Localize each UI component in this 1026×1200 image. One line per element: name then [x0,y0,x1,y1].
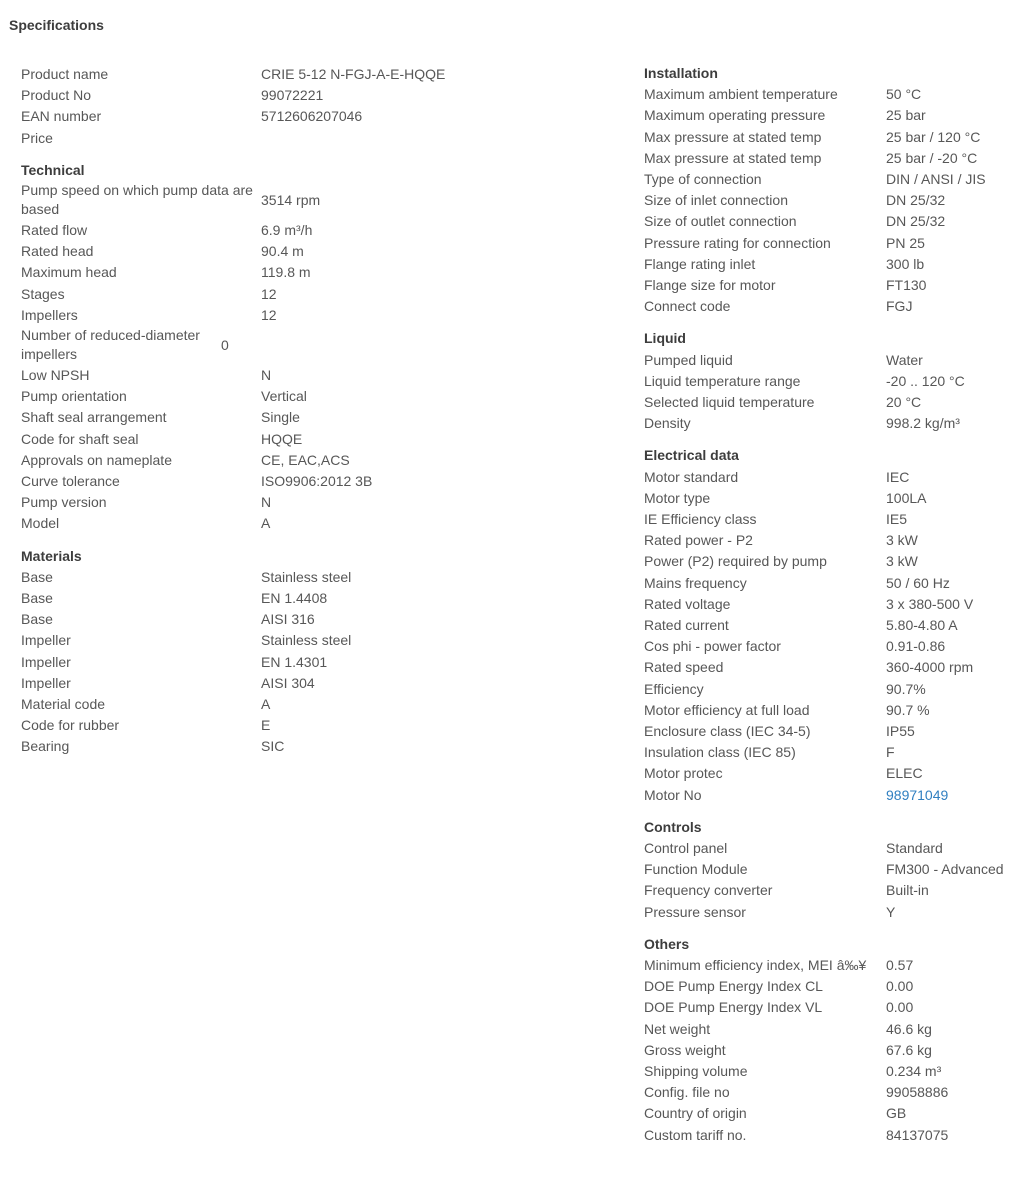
spec-row [21,652,481,673]
left-spec-column [21,64,481,769]
spec-label: Power (P2) required by pump [644,553,827,570]
spec-row [644,636,1024,657]
spec-row [644,1125,1024,1146]
spec-row [21,694,481,715]
spec-label: DOE Pump Energy Index VL [644,999,823,1016]
spec-value: 99072221 [261,87,324,104]
spec-row [644,296,1024,317]
spec-value: Y [886,903,896,920]
spec-label: Control panel [644,840,728,857]
spec-label: Cos phi - power factor [644,638,781,655]
spec-label: IE Efficiency class [644,511,757,528]
spec-row [644,1019,1024,1040]
spec-label: Custom tariff no. [644,1126,747,1143]
spec-label: Shipping volume [644,1063,748,1080]
spec-row [21,492,481,513]
spec-row [644,763,1024,784]
spec-label: Max pressure at stated temp [644,149,822,166]
spec-row [644,275,1024,296]
spec-row [644,615,1024,636]
spec-label: Connect code [644,298,731,315]
spec-value: PN 25 [886,234,925,251]
spec-label: Pump speed on which pump data are based [21,182,253,217]
spec-value: FT130 [886,277,927,294]
spec-value: A [261,515,271,532]
spec-row [644,84,1024,105]
spec-value: 50 °C [886,86,922,103]
spec-value: CE, EAC,ACS [261,451,350,468]
spec-label: Config. file no [644,1084,730,1101]
spec-label: Pump version [21,494,107,511]
spec-label: Pressure rating for connection [644,234,831,251]
spec-value: EN 1.4301 [261,653,328,670]
spec-row [21,407,481,428]
spec-row [21,64,481,85]
spec-value: 5.80-4.80 A [886,617,958,634]
spec-label: Motor protec [644,765,723,782]
spec-value: Single [261,409,300,426]
spec-row [644,594,1024,615]
spec-label: Pressure sensor [644,903,746,920]
spec-row [644,392,1024,413]
spec-row [644,467,1024,488]
spec-row [644,976,1024,997]
spec-value: 90.7 % [886,701,930,718]
spec-row [644,211,1024,232]
spec-label: EAN number [21,108,102,125]
spec-label: Rated power - P2 [644,532,753,549]
spec-row [644,721,1024,742]
spec-row [21,588,481,609]
spec-row [21,220,481,241]
spec-label: Rated current [644,617,729,634]
spec-row [21,715,481,736]
spec-label: Low NPSH [21,367,90,384]
section-title: Installation [644,65,718,81]
spec-row [644,233,1024,254]
right-spec-column [644,63,1024,1157]
spec-value: 3 kW [886,553,918,570]
spec-row [644,859,1024,880]
spec-label: Selected liquid temperature [644,394,815,411]
spec-label: Code for rubber [21,717,120,734]
section-title: Electrical data [644,447,739,464]
spec-value: Vertical [261,388,307,405]
spec-value: N [261,494,272,511]
spec-value: -20 .. 120 °C [886,372,965,389]
spec-label: Size of inlet connection [644,192,788,209]
spec-value: DN 25/32 [886,192,946,209]
spec-value: 998.2 kg/m³ [886,415,960,432]
spec-label: Type of connection [644,171,762,187]
spec-row [644,413,1024,434]
spec-row [21,284,481,305]
spec-label: Mains frequency [644,574,747,591]
spec-value: 119.8 m [261,264,311,281]
spec-value: Water [886,351,923,368]
spec-label: Approvals on nameplate [21,451,172,468]
spec-label: Motor No [644,786,702,803]
spec-row [21,106,481,127]
spec-value: Built-in [886,882,929,899]
spec-label: Country of origin [644,1105,747,1122]
spec-row [644,551,1024,572]
spec-label: Pumped liquid [644,351,733,368]
spec-label: Flange rating inlet [644,255,756,272]
spec-row [21,450,481,471]
spec-label: Rated speed [644,659,724,676]
spec-value: 46.6 kg [886,1020,932,1037]
spec-row [644,1082,1024,1103]
spec-row [644,254,1024,275]
spec-label: Density [644,415,691,432]
spec-label: Rated voltage [644,595,731,612]
spec-row [644,105,1024,126]
spec-label: Motor standard [644,468,739,485]
spec-value: 0.234 m³ [886,1063,942,1080]
spec-value: 300 lb [886,255,925,272]
spec-value: 90.4 m [261,243,304,260]
spec-label: Efficiency [644,680,704,697]
spec-row [644,573,1024,594]
spec-section-materials [21,546,481,758]
spec-row [644,190,1024,211]
spec-row [21,609,481,630]
spec-label: Base [21,568,53,585]
section-title: Liquid [644,330,686,347]
spec-value: 12 [261,306,277,323]
spec-value: 3514 rpm [261,191,321,208]
spec-label: Pump orientation [21,388,127,405]
spec-value: IP55 [886,723,915,740]
spec-value: 12 [261,285,277,302]
spec-row [21,471,481,492]
spec-label: Stages [21,285,65,302]
spec-label: Max pressure at stated temp [644,128,822,145]
spec-value: FM300 - Advanced [886,861,1004,878]
spec-section-technical [21,160,481,535]
spec-value: 50 / 60 Hz [886,574,950,591]
spec-value: 0.91-0.86 [886,638,946,655]
spec-label: Maximum operating pressure [644,107,826,124]
spec-value: SIC [261,738,285,755]
spec-label: Bearing [21,738,70,755]
spec-value: GB [886,1105,907,1122]
spec-row [21,128,481,149]
spec-row [21,429,481,450]
spec-label: Code for shaft seal [21,430,139,447]
spec-label: Model [21,515,60,532]
spec-value: E [261,717,271,734]
spec-label: Number of reduced-diameter impellers [21,327,200,363]
spec-label: Maximum head [21,264,117,281]
spec-row [644,148,1024,169]
spec-row [644,700,1024,721]
spec-value: 5712606207046 [261,108,363,125]
spec-label: Motor efficiency at full load [644,701,810,718]
spec-row [21,241,481,262]
spec-label: Price [21,129,53,146]
spec-row [644,880,1024,901]
spec-value: 90.7% [886,680,926,697]
spec-section-installation [644,63,1024,317]
page-title: Specifications [9,17,104,33]
section-title: Materials [21,547,82,564]
spec-label: Impeller [21,674,71,691]
spec-label: Impeller [21,653,71,670]
spec-value: DIN / ANSI / JIS [886,171,986,187]
spec-row [644,488,1024,509]
spec-value: F [886,744,895,761]
spec-value: Standard [886,840,943,857]
section-title: Technical [21,161,85,178]
spec-row [644,1061,1024,1082]
spec-section-others [644,934,1024,1146]
spec-value: 67.6 kg [886,1041,932,1058]
spec-row [21,85,481,106]
spec-row [21,513,481,534]
spec-value: Stainless steel [261,632,352,649]
spec-value: 0.57 [886,957,914,974]
spec-value: 3 x 380-500 V [886,595,974,612]
spec-label: Shaft seal arrangement [21,409,167,426]
spec-label: Enclosure class (IEC 34-5) [644,723,811,740]
spec-label: Rated flow [21,222,88,238]
spec-row [21,181,481,220]
spec-label: Minimum efficiency index, MEI â‰¥ [644,957,867,974]
spec-label: Function Module [644,861,748,878]
spec-value: 6.9 m³/h [261,222,313,238]
spec-value: FGJ [886,298,913,315]
spec-value: N [261,367,272,384]
spec-label: Net weight [644,1020,711,1037]
spec-row [644,838,1024,859]
section-title: Others [644,935,690,952]
spec-label: Rated head [21,243,94,260]
spec-section-controls [644,817,1024,923]
spec-row [644,1103,1024,1124]
spec-value: 360-4000 rpm [886,659,974,676]
spec-label: Impeller [21,632,71,649]
spec-row [644,1040,1024,1061]
spec-row [21,630,481,651]
spec-value: 0 [221,336,229,353]
spec-row [21,365,481,386]
spec-row [644,127,1024,148]
spec-row [644,679,1024,700]
spec-value: ELEC [886,765,923,782]
spec-label: Curve tolerance [21,473,120,490]
spec-value: EN 1.4408 [261,590,328,607]
spec-row [644,785,1024,806]
spec-label: Impellers [21,306,78,323]
spec-row [21,386,481,407]
spec-row [644,350,1024,371]
spec-label: Frequency converter [644,882,773,899]
spec-value: IE5 [886,511,908,528]
spec-row [644,997,1024,1018]
spec-row [21,326,481,365]
spec-value: 0.00 [886,999,914,1016]
spec-row [644,509,1024,530]
spec-value: 25 bar [886,107,926,124]
spec-section-general [21,64,481,149]
spec-label: DOE Pump Energy Index CL [644,978,823,995]
spec-row [21,673,481,694]
spec-row [644,742,1024,763]
spec-label: Product name [21,66,109,82]
spec-value: 0.00 [886,978,914,995]
spec-label: Size of outlet connection [644,213,797,230]
spec-label: Liquid temperature range [644,372,801,389]
spec-value: 3 kW [886,532,918,549]
spec-value: AISI 304 [261,674,315,691]
spec-label: Motor type [644,489,711,506]
spec-value: 25 bar / 120 °C [886,128,981,145]
spec-label: Base [21,611,53,628]
spec-section-liquid [644,328,1024,434]
spec-label: Maximum ambient temperature [644,86,838,103]
spec-label: Product No [21,87,92,104]
spec-value: 25 bar / -20 °C [886,149,978,166]
spec-value: A [261,696,271,713]
spec-label: Gross weight [644,1041,726,1058]
spec-value: 99058886 [886,1084,949,1101]
spec-value: Stainless steel [261,568,352,585]
spec-value: HQQE [261,430,303,447]
spec-value: 20 °C [886,394,922,411]
spec-value: 100LA [886,489,927,506]
spec-row [21,567,481,588]
spec-section-electrical-data [644,445,1024,805]
spec-value: DN 25/32 [886,213,946,230]
section-title: Controls [644,818,702,835]
spec-label: Insulation class (IEC 85) [644,744,796,761]
spec-row [644,657,1024,678]
spec-row [21,305,481,326]
spec-value: 84137075 [886,1126,949,1143]
spec-row [644,530,1024,551]
spec-row [644,902,1024,923]
spec-row [21,262,481,283]
spec-value: AISI 316 [261,611,315,628]
spec-row [644,371,1024,392]
spec-label: Material code [21,696,106,713]
spec-row [21,736,481,757]
spec-value: ISO9906:2012 3B [261,473,373,490]
spec-value: CRIE 5-12 N-FGJ-A-E-HQQE [261,66,446,82]
spec-row [644,169,1024,190]
spec-value: IEC [886,468,910,485]
spec-label: Flange size for motor [644,277,776,294]
spec-label: Base [21,590,53,607]
spec-row [644,955,1024,976]
motor-number-link[interactable]: 98971049 [886,786,949,803]
